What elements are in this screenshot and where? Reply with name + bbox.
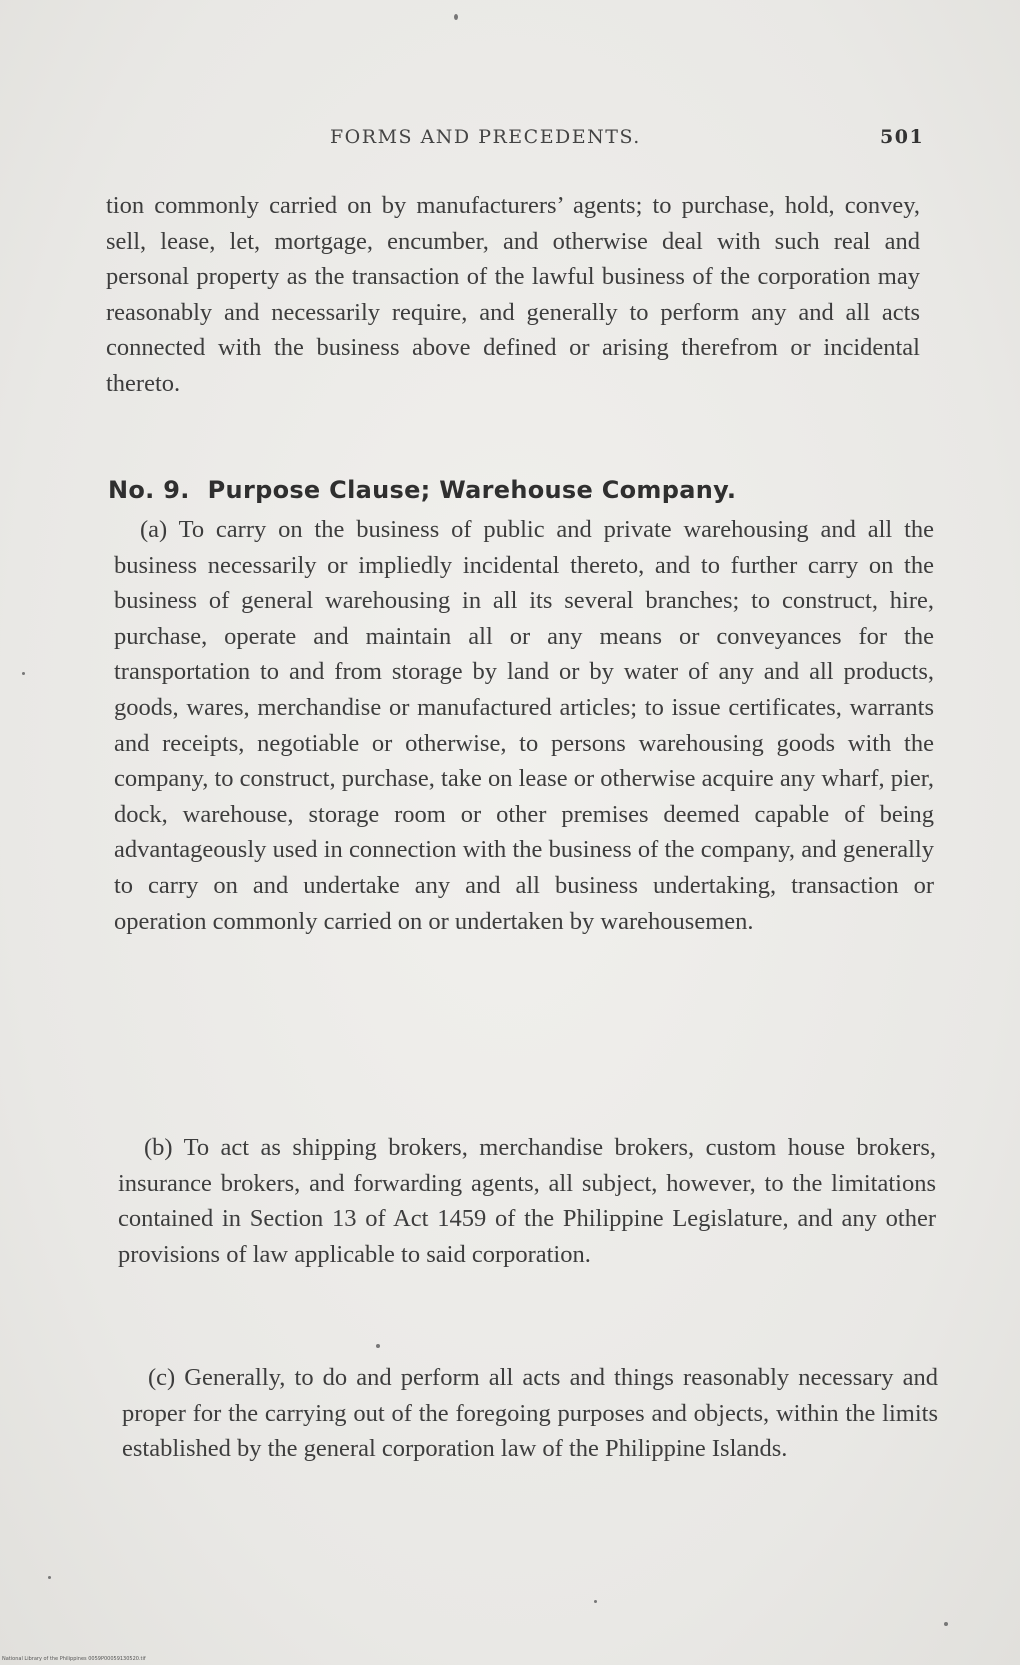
- scan-speck: [454, 14, 458, 20]
- page-number: 501: [880, 126, 925, 148]
- scan-speck: [22, 672, 25, 675]
- paragraph-b: (b) To act as shipping brokers, merchandise brokers, custom house brokers, insurance brokers, and forwarding agents, all subject, however, to the limitations contained in Section 13 of Act 1459 of the Philippine Legislature, and any other provisions of law applicable to said corporation.: [118, 1134, 936, 1268]
- running-title: FORMS AND PRECEDENTS.: [330, 126, 641, 148]
- section-title: Purpose Clause; Warehouse Company.: [207, 476, 737, 504]
- scan-speck: [944, 1622, 948, 1626]
- continuation-paragraph: tion commonly carried on by manufacturers’ agents; to purchase, hold, convey, sell, lease, let, mortgage, encumber, and otherwise deal with such real and personal property as the transaction of the lawful business of the corporation may reasonably and necessarily require, and generally to perform any and all acts connected with the business above defined or arising therefrom or incidental thereto.: [106, 192, 920, 397]
- scan-speck: [48, 1576, 51, 1579]
- scan-speck: [376, 1344, 380, 1348]
- scan-speck: [594, 1600, 597, 1603]
- paragraph-c: (c) Generally, to do and perform all acts and things reasonably necessary and proper for the carrying out of the foregoing purposes and objects, within the limits established by the general corporation law of the Philippine Islands.: [122, 1364, 938, 1463]
- footer-credit: National Library of the Philippines 0059P00059130520.tif: [2, 1656, 146, 1662]
- paragraph-a: (a) To carry on the business of public and private warehousing and all the business necessarily or impliedly incidental thereto, and to further carry on the business of general warehousing in all its several branches; to construct, hire, purchase, operate and maintain all or any means or conveyances for the transportation to and from storage by land or by water of any and all products, goods, wares, merchandise or manufactured articles; to issue certificates, warrants and receipts, negotiable or otherwise, to persons warehousing goods with the company, to construct, purchase, take on lease or otherwise acquire any wharf, pier, dock, warehouse, storage room or other premises deemed capable of being advantageously used in connection with the business of the company, and generally to carry on and undertake any and all business undertaking, transaction or operation commonly carried on or undertaken by warehousemen.: [114, 516, 934, 935]
- section-heading: [108, 476, 736, 504]
- section-number: No. 9.: [108, 476, 190, 504]
